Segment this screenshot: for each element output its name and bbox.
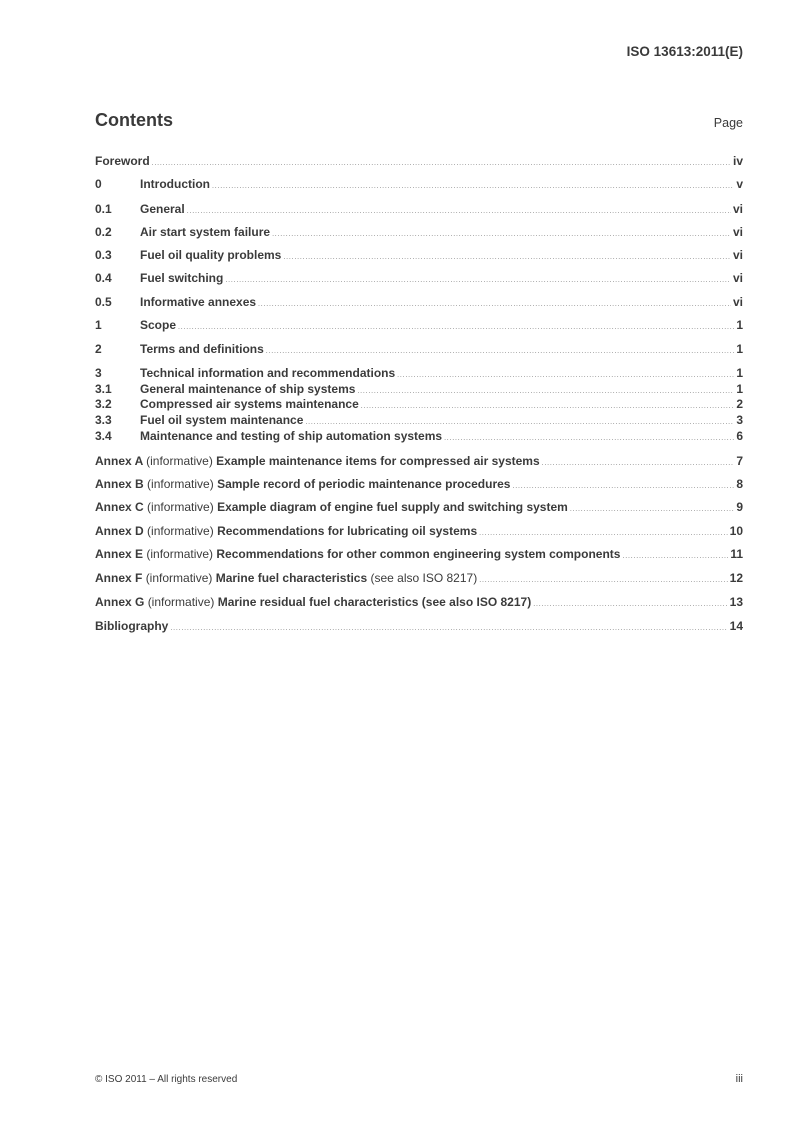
annex-label bbox=[95, 499, 568, 515]
toc-entry[interactable] bbox=[95, 317, 743, 333]
annex-name: Annex F bbox=[95, 571, 143, 585]
document-code: ISO 13613:2011(E) bbox=[626, 44, 743, 59]
toc-entry[interactable] bbox=[95, 428, 743, 444]
toc-entry-page: 1 bbox=[736, 342, 743, 356]
leader-dots bbox=[570, 502, 735, 518]
toc-entry-number: 3.3 bbox=[95, 413, 112, 427]
toc-entry-number: 3.2 bbox=[95, 397, 112, 411]
annex-type: (informative) bbox=[146, 454, 213, 468]
toc-entry-number: 3 bbox=[95, 366, 102, 380]
annex-type: (informative) bbox=[147, 500, 214, 514]
toc-entry-foreword[interactable] bbox=[95, 153, 743, 169]
toc-entry-label: Foreword bbox=[95, 154, 150, 168]
toc-entry-page: vi bbox=[732, 225, 743, 239]
toc-annex-entry[interactable] bbox=[95, 546, 743, 562]
annex-title: Marine residual fuel characteristics (see also ISO 8217) bbox=[217, 595, 532, 609]
annex-type: (informative) bbox=[147, 595, 215, 609]
annex-title: Recommendations for other common engineering system components bbox=[216, 547, 621, 561]
leader-dots bbox=[479, 573, 727, 589]
annex-label bbox=[95, 476, 510, 492]
toc-entry-number: 0.1 bbox=[95, 202, 112, 216]
annex-type: (informative) bbox=[147, 477, 214, 491]
annex-name: Annex D bbox=[95, 524, 144, 538]
leader-dots bbox=[479, 526, 728, 542]
contents-title-row bbox=[95, 110, 743, 134]
toc-annex-entry[interactable] bbox=[95, 453, 743, 469]
page-column-label: Page bbox=[713, 116, 743, 130]
toc-entry-label: General bbox=[140, 202, 185, 216]
annex-name: Annex C bbox=[95, 500, 144, 514]
toc-entry-page: iv bbox=[732, 154, 743, 168]
toc-entry-page: 9 bbox=[736, 500, 743, 514]
annex-title: Example diagram of engine fuel supply and switching system bbox=[217, 500, 568, 514]
toc-entry-page: 1 bbox=[736, 366, 743, 380]
leader-dots bbox=[266, 344, 735, 360]
toc-entry-page: 8 bbox=[736, 477, 743, 491]
toc-entry-label: Technical information and recommendations bbox=[140, 366, 396, 380]
annex-label bbox=[95, 453, 540, 469]
toc-annex-entry[interactable] bbox=[95, 523, 743, 539]
annex-title: Marine fuel characteristics bbox=[215, 571, 368, 585]
toc-entry-page: 14 bbox=[729, 619, 743, 633]
toc-entry-page: 1 bbox=[736, 382, 743, 396]
leader-dots bbox=[272, 227, 731, 243]
annex-type: (informative) bbox=[147, 524, 214, 538]
toc-annex-entry[interactable] bbox=[95, 499, 743, 515]
toc-entry[interactable] bbox=[95, 365, 743, 381]
toc-entry[interactable] bbox=[95, 294, 743, 310]
toc-entry[interactable] bbox=[95, 341, 743, 357]
toc-entry-label: Bibliography bbox=[95, 619, 169, 633]
leader-dots bbox=[512, 479, 734, 495]
toc-entry-page: 12 bbox=[729, 571, 743, 585]
annex-name: Annex A bbox=[95, 454, 143, 468]
toc-entry-page: 11 bbox=[730, 547, 743, 561]
toc-entry-label: Air start system failure bbox=[140, 225, 271, 239]
toc-entry-number: 3.4 bbox=[95, 429, 112, 443]
annex-name: Annex B bbox=[95, 477, 144, 491]
toc-entry-number: 0.4 bbox=[95, 271, 112, 285]
annex-label bbox=[95, 570, 477, 586]
leader-dots bbox=[225, 273, 731, 289]
toc-entry-label: Fuel oil quality problems bbox=[140, 248, 282, 262]
toc-entry-number: 3.1 bbox=[95, 382, 112, 396]
toc-entry-page: 2 bbox=[736, 397, 743, 411]
toc-entry[interactable] bbox=[95, 381, 743, 397]
annex-type: (informative) bbox=[145, 571, 213, 585]
annex-title: Example maintenance items for compressed air systems bbox=[216, 454, 540, 468]
toc-entry-page: v bbox=[736, 177, 743, 191]
leader-dots bbox=[533, 597, 727, 613]
annex-type: (informative) bbox=[146, 547, 214, 561]
toc-entry-page: vi bbox=[732, 295, 743, 309]
annex-name: Annex E bbox=[95, 547, 144, 561]
leader-dots bbox=[152, 156, 731, 172]
toc-entry-label: Maintenance and testing of ship automation systems bbox=[140, 429, 443, 443]
leader-dots bbox=[542, 456, 735, 472]
toc-entry-label: Informative annexes bbox=[140, 295, 257, 309]
toc-entry-number: 0.5 bbox=[95, 295, 112, 309]
toc-entry[interactable] bbox=[95, 176, 743, 192]
page-number: iii bbox=[735, 1073, 743, 1085]
toc-entry-number: 1 bbox=[95, 318, 102, 332]
toc-entry-label: Scope bbox=[140, 318, 177, 332]
toc-entry-number: 0 bbox=[95, 177, 102, 191]
toc-entry-page: 1 bbox=[736, 318, 743, 332]
leader-dots bbox=[212, 179, 734, 195]
toc-entry-number: 0.3 bbox=[95, 248, 112, 262]
toc-entry-page: vi bbox=[732, 202, 743, 216]
toc-entry-page: 3 bbox=[736, 413, 743, 427]
toc-entry-label: Terms and definitions bbox=[140, 342, 264, 356]
annex-title: Recommendations for lubricating oil systems bbox=[217, 524, 478, 538]
toc-entry-label: Fuel switching bbox=[140, 271, 224, 285]
toc-entry-page: 6 bbox=[736, 429, 743, 443]
toc-entry-page: vi bbox=[732, 271, 743, 285]
annex-label bbox=[95, 523, 477, 539]
toc-entry[interactable] bbox=[95, 224, 743, 240]
annex-label bbox=[95, 594, 531, 610]
toc-entry[interactable] bbox=[95, 270, 743, 286]
annex-title: Sample record of periodic maintenance procedures bbox=[217, 477, 511, 491]
copyright-notice: © ISO 2011 – All rights reserved bbox=[95, 1074, 238, 1085]
toc-entry[interactable] bbox=[95, 201, 743, 217]
toc-annex-entry[interactable] bbox=[95, 570, 743, 586]
toc-annex-entry[interactable] bbox=[95, 476, 743, 492]
toc-entry-number: 0.2 bbox=[95, 225, 112, 239]
toc-entry-page: 13 bbox=[729, 595, 743, 609]
leader-dots bbox=[622, 549, 728, 565]
leader-dots bbox=[283, 250, 731, 266]
toc-annex-entry[interactable] bbox=[95, 594, 743, 610]
toc-entry-label: Fuel oil system maintenance bbox=[140, 413, 304, 427]
toc-entry[interactable] bbox=[95, 396, 743, 412]
annex-label bbox=[95, 546, 620, 562]
leader-dots bbox=[187, 204, 731, 220]
toc-entry-label: General maintenance of ship systems bbox=[140, 382, 356, 396]
page-title: Contents bbox=[95, 110, 173, 130]
toc-entry[interactable] bbox=[95, 412, 743, 428]
toc-entry-label: Introduction bbox=[140, 177, 210, 191]
toc-entry-label: Compressed air systems maintenance bbox=[140, 397, 359, 411]
toc-entry-page: 10 bbox=[729, 524, 743, 538]
annex-note: (see also ISO 8217) bbox=[370, 571, 478, 585]
leader-dots bbox=[170, 621, 727, 637]
toc-entry-bibliography[interactable] bbox=[95, 618, 743, 634]
toc-entry[interactable] bbox=[95, 247, 743, 263]
leader-dots bbox=[444, 431, 734, 447]
toc-entry-page: vi bbox=[732, 248, 743, 262]
leader-dots bbox=[178, 320, 734, 336]
toc-entry-number: 2 bbox=[95, 342, 102, 356]
annex-name: Annex G bbox=[95, 595, 145, 609]
leader-dots bbox=[258, 297, 731, 313]
toc-entry-page: 7 bbox=[736, 454, 743, 468]
